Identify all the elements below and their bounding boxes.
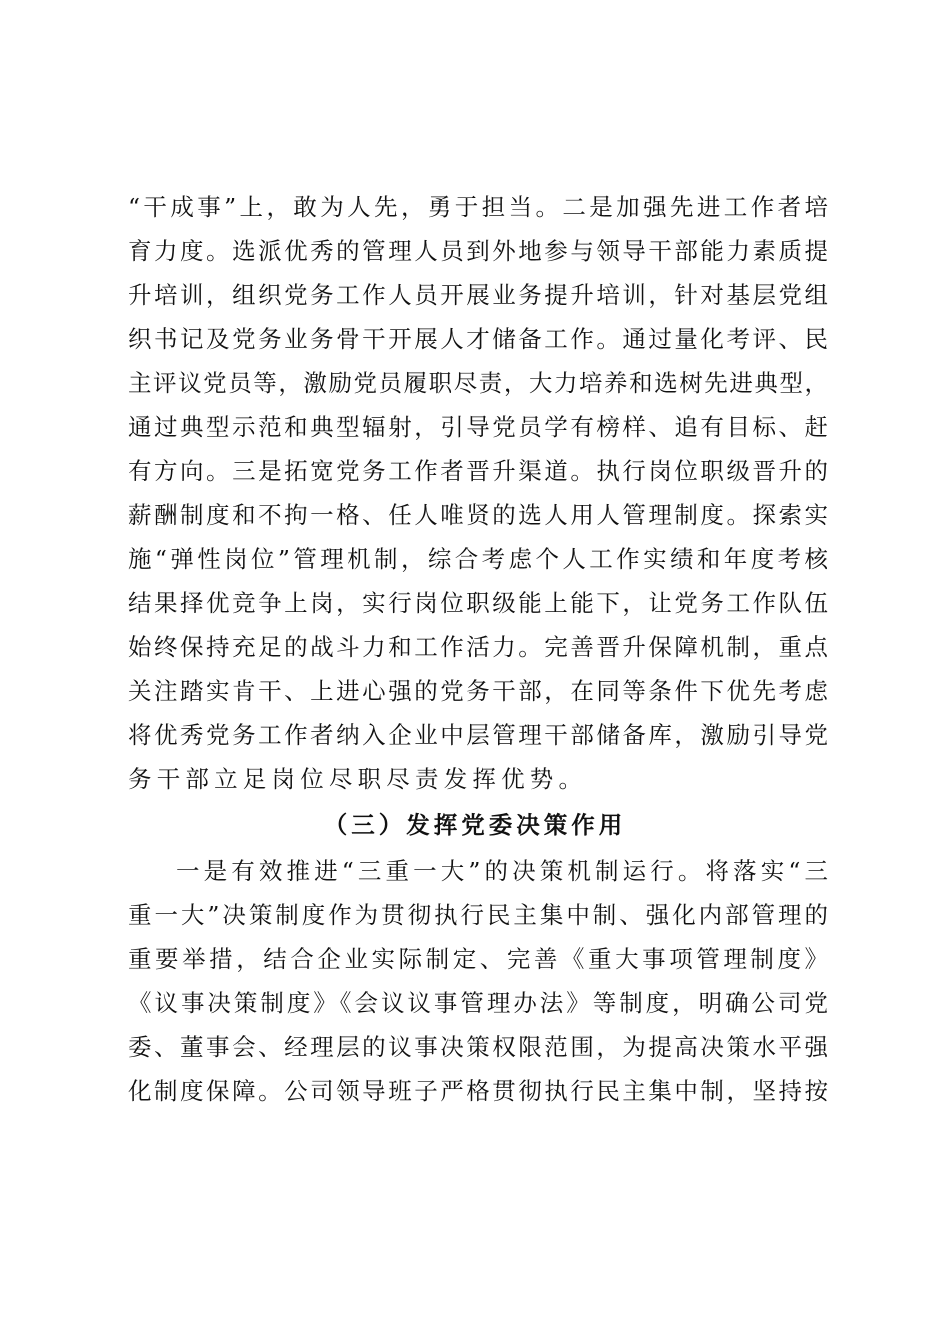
paragraph-line: 主评议党员等，激励党员履职尽责，大力培养和选树先进典型， <box>128 369 828 397</box>
paragraph-line: 化制度保障。公司领导班子严格贯彻执行民主集中制，坚持按 <box>128 1077 828 1105</box>
paragraph-line: 一是有效推进“三重一大”的决策机制运行。将落实“三 <box>176 857 828 885</box>
paragraph-line: 《议事决策制度》《会议议事管理办法》等制度，明确公司党 <box>128 989 828 1017</box>
paragraph-line: “干成事”上，敢为人先，勇于担当。二是加强先进工作者培 <box>128 193 828 221</box>
paragraph-line: 升培训，组织党务工作人员开展业务提升培训，针对基层党组 <box>128 281 828 309</box>
paragraph-line: 织书记及党务业务骨干开展人才储备工作。通过量化考评、民 <box>128 325 828 353</box>
paragraph-line: 施“弹性岗位”管理机制，综合考虑个人工作实绩和年度考核 <box>128 545 828 573</box>
paragraph-line: 始终保持充足的战斗力和工作活力。完善晋升保障机制，重点 <box>128 633 828 661</box>
section-heading: （三）发挥党委决策作用 <box>323 811 627 839</box>
paragraph-line: 务干部立足岗位尽职尽责发挥优势。 <box>128 765 588 793</box>
paragraph-line: 薪酬制度和不拘一格、任人唯贤的选人用人管理制度。探索实 <box>128 501 828 529</box>
paragraph-line: 委、董事会、经理层的议事决策权限范围，为提高决策水平强 <box>128 1033 828 1061</box>
paragraph-line: 重一大”决策制度作为贯彻执行民主集中制、强化内部管理的 <box>128 901 828 929</box>
paragraph-line: 结果择优竞争上岗，实行岗位职级能上能下，让党务工作队伍 <box>128 589 828 617</box>
paragraph-line: 通过典型示范和典型辐射，引导党员学有榜样、追有目标、赶 <box>128 413 828 441</box>
paragraph-line: 育力度。选派优秀的管理人员到外地参与领导干部能力素质提 <box>128 237 828 265</box>
paragraph-line: 重要举措，结合企业实际制定、完善《重大事项管理制度》 <box>128 945 828 973</box>
paragraph-line: 有方向。三是拓宽党务工作者晋升渠道。执行岗位职级晋升的 <box>128 457 828 485</box>
paragraph-line: 将优秀党务工作者纳入企业中层管理干部储备库，激励引导党 <box>128 721 828 749</box>
paragraph-line: 关注踏实肯干、上进心强的党务干部，在同等条件下优先考虑 <box>128 677 828 705</box>
